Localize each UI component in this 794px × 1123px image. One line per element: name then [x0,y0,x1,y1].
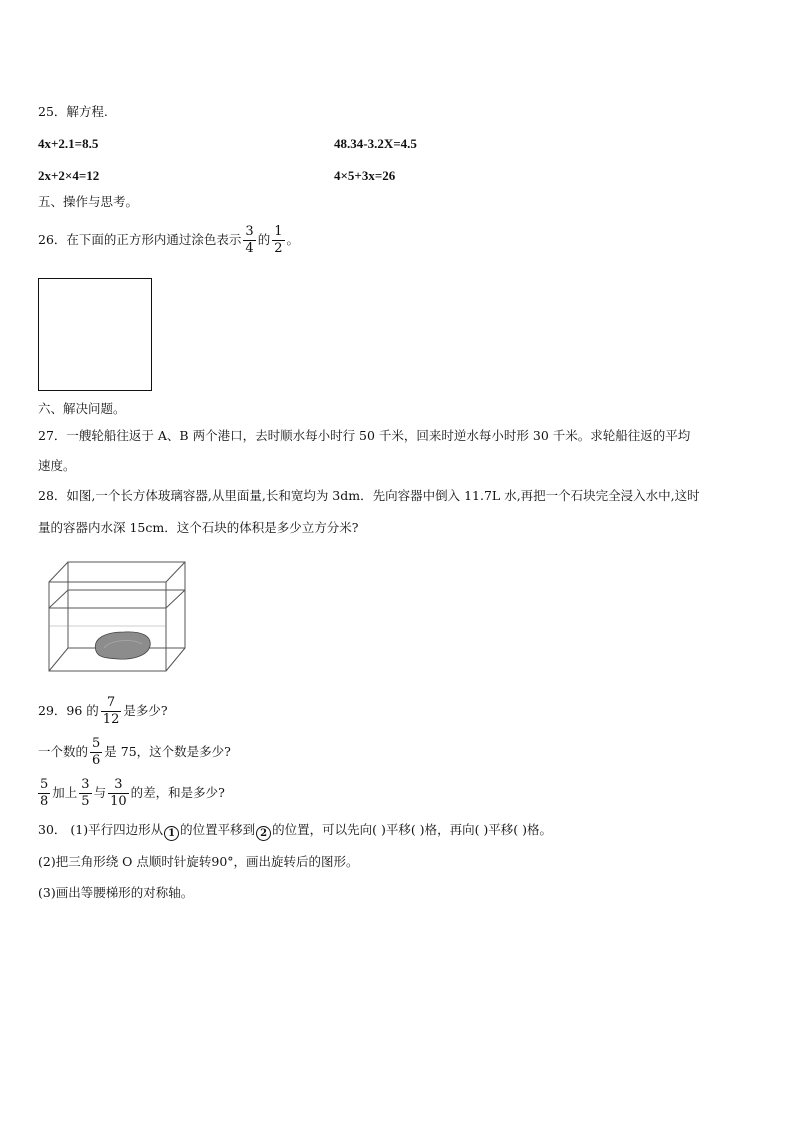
q30-part-1 [38,822,552,841]
fraction-one-half: $\frac{1}{2}$ [274,224,283,256]
shading-square[interactable] [38,278,152,391]
circled-two-icon: 2 [256,826,271,841]
q29-a-prefix: 29．96 的 [38,703,99,718]
fraction-five-sixths: $\frac{5}{6}$ [92,736,101,768]
q30-part-3: (3)画出等腰梯形的对称轴。 [38,885,194,900]
q29-b-prefix: 一个数的 [38,744,89,759]
circled-one-icon: 1 [164,826,179,841]
q29-part-b [38,733,231,771]
section-6-heading: 六、解决问题。 [38,401,126,416]
fraction-three-fifths: $\frac{3}{5}$ [81,777,90,809]
fraction-seven-twelfths: $\frac{7}{12}$ [102,695,120,727]
fraction-three-tenths: $\frac{3}{10}$ [110,777,127,809]
q29-c-text-3: 的差，和是多少? [130,785,225,800]
q27-line-2: 速度。 [38,458,76,473]
q25-equation-3: 2x+2×4=12 [38,168,100,183]
q27-line-1: 27．一艘轮船往返于 A、B 两个港口，去时顺水每小时行 50 千米，回来时逆水每小时形 30 千米。求轮船往返的平均 [38,428,691,443]
q30-p1-text-a: 30． (1)平行四边形从 [38,822,164,837]
q26-text [38,222,299,258]
q28-line-2: 量的容器内水深 15cm．这个石块的体积是多少立方分米? [38,520,359,535]
q25-equation-2: 48.34-3.2X=4.5 [334,136,417,151]
fraction-three-quarters: $\frac{3}{4}$ [245,224,254,256]
q28-line-1: 28．如图,一个长方体玻璃容器,从里面量,长和宽均为 3dm．先向容器中倒入 11.7L 水,再把一个石块完全浸入水中,这时 [38,488,700,503]
q25-equation-1: 4x+2.1=8.5 [38,136,99,151]
q29-b-suffix: 是 75，这个数是多少? [104,744,231,759]
q26-suffix: 。 [286,232,300,247]
q30-part-2: (2)把三角形绕 O 点顺时针旋转90°，画出旋转后的图形。 [38,854,359,869]
section-5-heading: 五、操作与思考。 [38,194,139,209]
glass-container-figure [44,558,194,676]
q30-p1-text-c: 的位置，可以先向( )平移( )格，再向( )平移( )格。 [272,822,553,837]
q26-prefix: 26．在下面的正方形内通过涂色表示 [38,232,242,247]
q30-p1-text-b: 的位置平移到 [180,822,256,837]
q29-part-c [36,774,225,812]
q29-a-suffix: 是多少? [123,703,168,718]
q29-c-text-2: 与 [93,785,107,800]
fraction-five-eighths: $\frac{5}{8}$ [40,777,49,809]
q26-middle: 的 [257,232,271,247]
stone-shape [95,632,150,659]
q25-title: 25．解方程. [38,104,108,119]
q25-equation-4: 4×5+3x=26 [334,168,396,183]
q29-c-text-1: 加上 [52,785,78,800]
q29-part-a [38,692,168,730]
